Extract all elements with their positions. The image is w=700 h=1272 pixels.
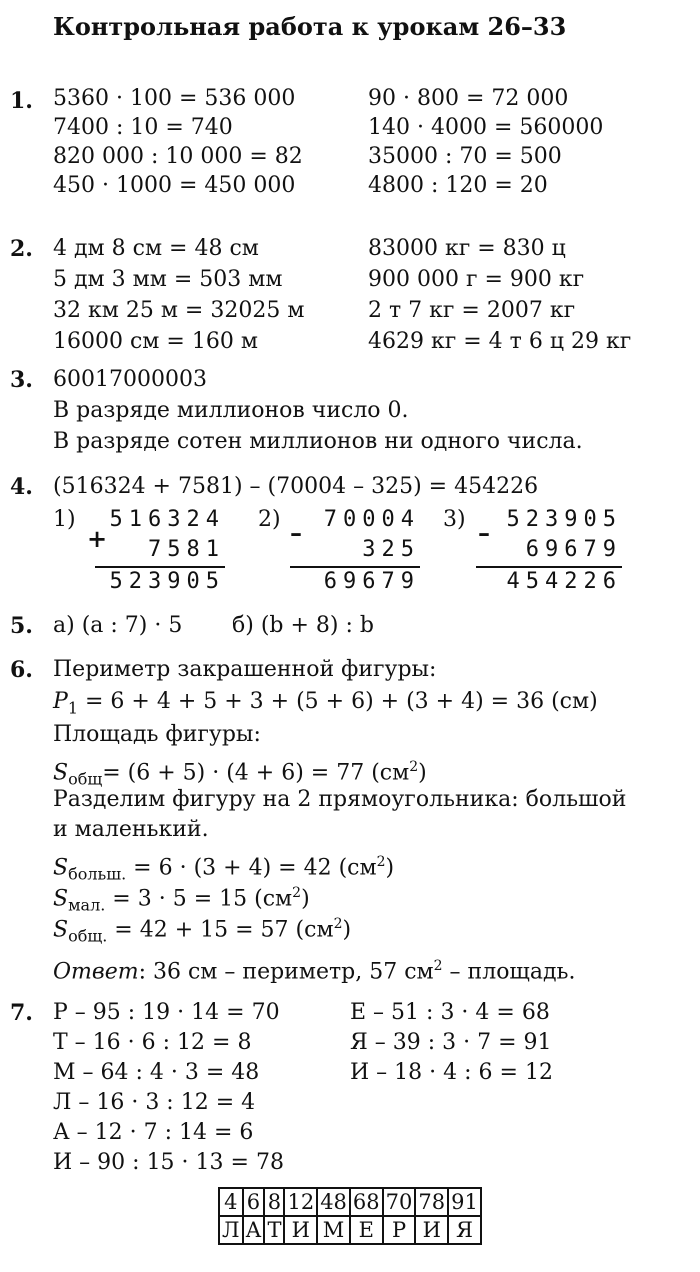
task-1-line: 35000 : 70 = 500 (368, 144, 562, 169)
area-expression: = 6 · (3 + 4) = 42 (см (126, 855, 377, 881)
task-6-line: Площадь фигуры: (53, 722, 261, 747)
table-cell: 48 (317, 1188, 350, 1216)
step-1-label: 1) (53, 507, 76, 532)
task-1-line: 140 · 4000 = 560000 (368, 115, 604, 140)
result-line (476, 566, 622, 568)
table-row-letters (219, 1216, 481, 1244)
task-1-line: 90 · 800 = 72 000 (368, 86, 569, 111)
step-3-label: 3) (443, 507, 466, 532)
answer-text: : 36 см – периметр, 57 см (138, 959, 434, 985)
square-exponent: 2 (333, 916, 343, 932)
task-5-b (232, 613, 374, 639)
task-4-number: 4. (10, 474, 33, 500)
table-cell: 4 (219, 1188, 243, 1216)
table-cell: А (243, 1216, 265, 1244)
task-5-b-label: б) (232, 613, 254, 638)
task-2-right-column (368, 236, 631, 355)
operand-b: 325 (362, 537, 420, 562)
task-1-line: 7400 : 10 = 740 (53, 115, 233, 140)
task-1-number: 1. (10, 88, 33, 114)
task-1-right-column (368, 86, 603, 199)
task-6-line: Разделим фигуру на 2 прямоугольника: большой (53, 787, 627, 812)
closing-paren: ) (418, 760, 427, 786)
task-7-line: Р – 95 : 19 · 14 = 70 (53, 1000, 280, 1025)
area-subscript: мал. (68, 895, 106, 915)
area-symbol: S (53, 917, 69, 943)
page-title: Контрольная работа к урокам 26–33 (53, 12, 567, 41)
area-symbol: S (53, 886, 69, 912)
task-2-line: 16000 см = 160 м (53, 329, 258, 354)
task-7-number: 7. (10, 1000, 33, 1026)
table-cell: 12 (284, 1188, 317, 1216)
column-subtraction-2 (290, 507, 420, 597)
task-2-line: 4629 кг = 4 т 6 ц 29 кг (368, 329, 632, 354)
table-cell: Л (219, 1216, 243, 1244)
task-6-answer (53, 953, 576, 985)
task-6-line: Периметр закрашенной фигуры: (53, 657, 437, 682)
column-addition-1 (87, 507, 225, 597)
table-cell: Е (350, 1216, 383, 1244)
table-cell: 6 (243, 1188, 265, 1216)
task-7-line: Е – 51 : 3 · 4 = 68 (350, 1000, 550, 1025)
result-line (95, 566, 225, 568)
area-expression: = 3 · 5 = 15 (см (105, 886, 293, 912)
task-4-expression: (516324 + 7581) – (70004 – 325) = 454226 (53, 474, 539, 499)
table-cell: Р (383, 1216, 416, 1244)
task-7-line: Т – 16 · 6 : 12 = 8 (53, 1030, 252, 1055)
square-exponent: 2 (433, 958, 443, 974)
step-2-label: 2) (258, 507, 281, 532)
table-cell: 8 (264, 1188, 284, 1216)
table-cell: Т (264, 1216, 284, 1244)
perimeter-subscript: 1 (67, 698, 78, 718)
square-exponent: 2 (376, 854, 386, 870)
area-symbol: S (53, 855, 69, 881)
task-5-a-label: а) (53, 613, 75, 638)
task-2-line: 5 дм 3 мм = 503 мм (53, 267, 283, 292)
result: 69679 (323, 569, 420, 594)
operand-a: 516324 (109, 507, 225, 532)
task-1-line: 820 000 : 10 000 = 82 (53, 144, 303, 169)
task-3-line: В разряде сотен миллионов ни одного числа. (53, 429, 583, 454)
task-7-line: И – 18 · 4 : 6 = 12 (350, 1060, 553, 1085)
square-exponent: 2 (292, 885, 302, 901)
task-3-number: 3. (10, 367, 33, 393)
perimeter-expression: = 6 + 4 + 5 + 3 + (5 + 6) + (3 + 4) = 36 (см) (78, 689, 598, 714)
table-cell: Я (448, 1216, 481, 1244)
task-7-line: А – 12 · 7 : 14 = 6 (53, 1120, 254, 1145)
area-symbol: S (53, 760, 69, 786)
answer-table (218, 1187, 482, 1245)
answer-text-end: – площадь. (442, 959, 576, 985)
area-expression: = 42 + 15 = 57 (см (107, 917, 334, 943)
task-2-number: 2. (10, 236, 33, 262)
task-7-line: Л – 16 · 3 : 12 = 4 (53, 1090, 256, 1115)
task-2-line: 900 000 г = 900 кг (368, 267, 585, 292)
task-3-body (53, 367, 583, 455)
table-cell: 91 (448, 1188, 481, 1216)
task-2-left-column (53, 236, 304, 355)
operand-a: 70004 (323, 507, 420, 532)
task-1-line: 4800 : 120 = 20 (368, 173, 548, 198)
area-subscript: больш. (68, 864, 127, 884)
operand-b: 69679 (525, 537, 622, 562)
table-cell: И (284, 1216, 317, 1244)
operand-a: 523905 (506, 507, 622, 532)
task-7-line: И – 90 : 15 · 13 = 78 (53, 1150, 284, 1175)
minus-sign: – (478, 518, 490, 547)
column-subtraction-3 (476, 507, 622, 597)
task-6-perimeter (53, 689, 598, 721)
task-3-line: 60017000003 (53, 367, 207, 392)
task-1-line: 5360 · 100 = 536 000 (53, 86, 296, 111)
task-1-line: 450 · 1000 = 450 000 (53, 173, 296, 198)
closing-paren: ) (342, 917, 352, 943)
table-cell: 70 (383, 1188, 416, 1216)
task-7-left-column (53, 1000, 284, 1176)
minus-sign: – (290, 518, 302, 547)
operand-b: 7581 (148, 537, 225, 562)
task-6-line: и маленький. (53, 817, 209, 842)
area-subscript: общ (68, 769, 103, 789)
task-2-line: 83000 кг = 830 ц (368, 236, 566, 261)
table-cell: 78 (415, 1188, 448, 1216)
task-2-line: 2 т 7 кг = 2007 кг (368, 298, 576, 323)
task-5-number: 5. (10, 613, 33, 639)
result-line (290, 566, 420, 568)
square-exponent: 2 (409, 759, 419, 775)
task-2-line: 32 км 25 м = 32025 м (53, 298, 305, 323)
task-6-number: 6. (10, 657, 33, 683)
result: 523905 (109, 569, 225, 594)
task-2-line: 4 дм 8 см = 48 см (53, 236, 259, 261)
perimeter-symbol: P (53, 689, 68, 714)
task-7-right-column (350, 1000, 553, 1086)
task-5-a (53, 613, 182, 639)
closing-paren: ) (385, 855, 395, 881)
task-1-left-column (53, 86, 303, 199)
task-5-b-expression: (b + 8) : b (260, 613, 374, 638)
table-row-numbers (219, 1188, 481, 1216)
task-3-line: В разряде миллионов число 0. (53, 398, 409, 423)
task-7-line: Я – 39 : 3 · 7 = 91 (350, 1030, 552, 1055)
task-6-area-sum (53, 911, 351, 950)
area-expression: = (6 + 5) · (4 + 6) = 77 (см (102, 760, 410, 786)
closing-paren: ) (301, 886, 310, 912)
answer-label: Ответ (53, 959, 139, 985)
table-cell: И (415, 1216, 448, 1244)
table-cell: М (317, 1216, 350, 1244)
task-7-line: М – 64 : 4 · 3 = 48 (53, 1060, 260, 1085)
area-subscript: общ. (68, 926, 108, 946)
plus-sign: + (87, 524, 108, 553)
task-5-a-expression: (a : 7) · 5 (81, 613, 183, 638)
result: 454226 (506, 569, 622, 594)
table-cell: 68 (350, 1188, 383, 1216)
